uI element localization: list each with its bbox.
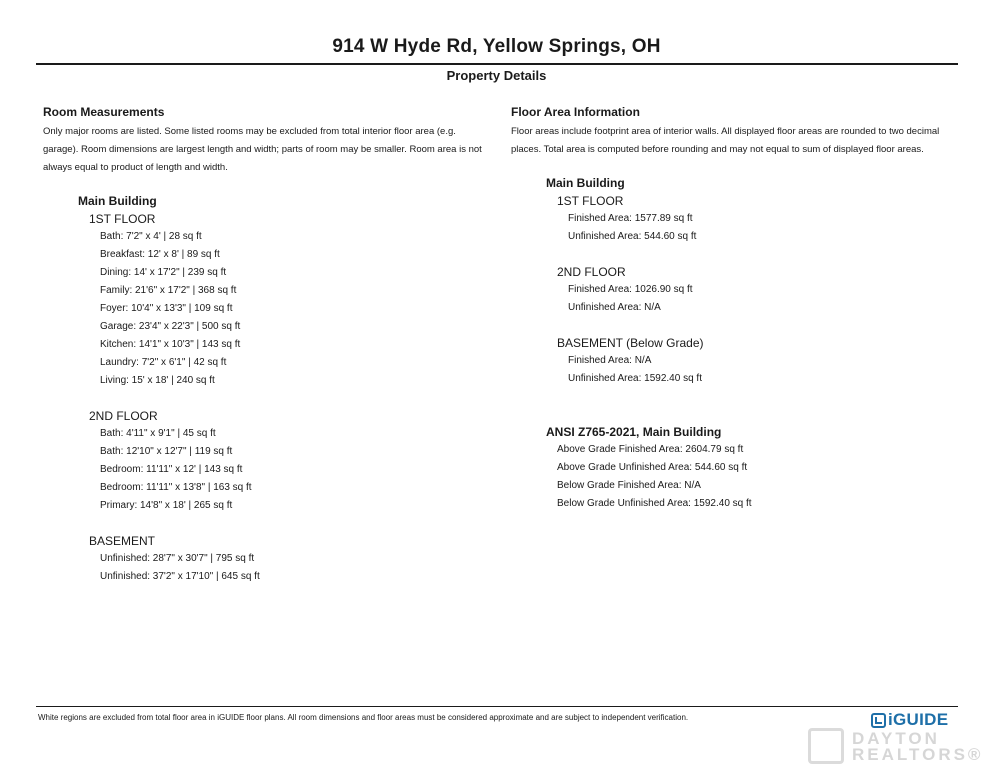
room-measurements-heading: Room Measurements: [43, 105, 165, 119]
room-row: Bath: 4'11" x 9'1" | 45 sq ft: [100, 428, 216, 439]
room-floor-heading: 2ND FLOOR: [89, 409, 158, 423]
room-measurements-description: Only major rooms are listed. Some listed rooms may be excluded from total interior floor area (e.g. garage). Room dimensions are largest length and width; parts of room may be smaller. Room area is not always equal to product of length and width.: [43, 126, 482, 173]
room-row: Bedroom: 11'11" x 12' | 143 sq ft: [100, 464, 243, 475]
watermark-line-1: DAYTON: [852, 729, 940, 748]
unfinished-area-row: Unfinished Area: N/A: [568, 302, 661, 313]
floor-area-section: [511, 105, 961, 513]
room-row: Bedroom: 11'11" x 13'8" | 163 sq ft: [100, 482, 252, 493]
finished-area-row: Finished Area: N/A: [568, 355, 652, 366]
realtors-watermark-icon: [808, 728, 844, 764]
room-row: Living: 15' x 18' | 240 sq ft: [100, 375, 215, 386]
finished-area-row: Finished Area: 1577.89 sq ft: [568, 213, 693, 224]
room-floor-heading: BASEMENT: [89, 534, 156, 548]
iguide-logo-icon: [871, 713, 886, 728]
room-row: Foyer: 10'4" x 13'3" | 109 sq ft: [100, 303, 233, 314]
iguide-logo: [871, 710, 948, 730]
floor-area-building-heading: Main Building: [546, 176, 625, 190]
room-measurements-section: [43, 105, 493, 586]
room-row: Breakfast: 12' x 8' | 89 sq ft: [100, 249, 220, 260]
dayton-realtors-watermark: [808, 728, 993, 768]
ansi-row: Below Grade Finished Area: N/A: [557, 480, 701, 491]
room-row: Unfinished: 37'2" x 17'10" | 645 sq ft: [100, 571, 260, 582]
ansi-row: Above Grade Unfinished Area: 544.60 sq ft: [557, 462, 748, 473]
room-row: Bath: 7'2" x 4' | 28 sq ft: [100, 231, 202, 242]
watermark-line-2: REALTORS®: [852, 745, 984, 764]
area-floor-heading: 1ST FLOOR: [557, 194, 624, 208]
floor-area-heading: Floor Area Information: [511, 105, 640, 119]
room-row: Unfinished: 28'7" x 30'7" | 795 sq ft: [100, 553, 255, 564]
page-title: 914 W Hyde Rd, Yellow Springs, OH: [332, 36, 661, 57]
area-floor-heading: 2ND FLOOR: [557, 265, 626, 279]
footer-divider: [36, 706, 958, 707]
floor-area-description: Floor areas include footprint area of interior walls. All displayed floor areas are rounded to two decimal places. Total area is computed before rounding and may not equal to sum of displayed floor areas.: [511, 126, 940, 155]
room-row: Bath: 12'10" x 12'7" | 119 sq ft: [100, 446, 233, 457]
room-row: Family: 21'6" x 17'2" | 368 sq ft: [100, 285, 237, 296]
room-building-heading: Main Building: [78, 194, 157, 208]
ansi-row: Above Grade Finished Area: 2604.79 sq ft: [557, 444, 744, 455]
header-divider: [36, 63, 958, 65]
unfinished-area-row: Unfinished Area: 544.60 sq ft: [568, 231, 697, 242]
page-subtitle: Property Details: [446, 68, 547, 83]
area-floor-heading: BASEMENT (Below Grade): [557, 336, 704, 350]
room-row: Dining: 14' x 17'2" | 239 sq ft: [100, 267, 227, 278]
ansi-row: Below Grade Unfinished Area: 1592.40 sq ft: [557, 498, 752, 509]
unfinished-area-row: Unfinished Area: 1592.40 sq ft: [568, 373, 702, 384]
room-row: Laundry: 7'2" x 6'1" | 42 sq ft: [100, 357, 227, 368]
room-row: Kitchen: 14'1" x 10'3" | 143 sq ft: [100, 339, 241, 350]
ansi-heading: ANSI Z765-2021, Main Building: [546, 425, 722, 439]
finished-area-row: Finished Area: 1026.90 sq ft: [568, 284, 693, 295]
room-row: Primary: 14'8" x 18' | 265 sq ft: [100, 500, 233, 511]
room-row: Garage: 23'4" x 22'3" | 500 sq ft: [100, 321, 241, 332]
iguide-logo-text: iGUIDE: [888, 710, 949, 729]
footer-disclaimer: White regions are excluded from total floor area in iGUIDE floor plans. All room dimensions and floor areas must be considered approximate and are subject to independent verification.: [38, 713, 689, 722]
room-floor-heading: 1ST FLOOR: [89, 212, 156, 226]
